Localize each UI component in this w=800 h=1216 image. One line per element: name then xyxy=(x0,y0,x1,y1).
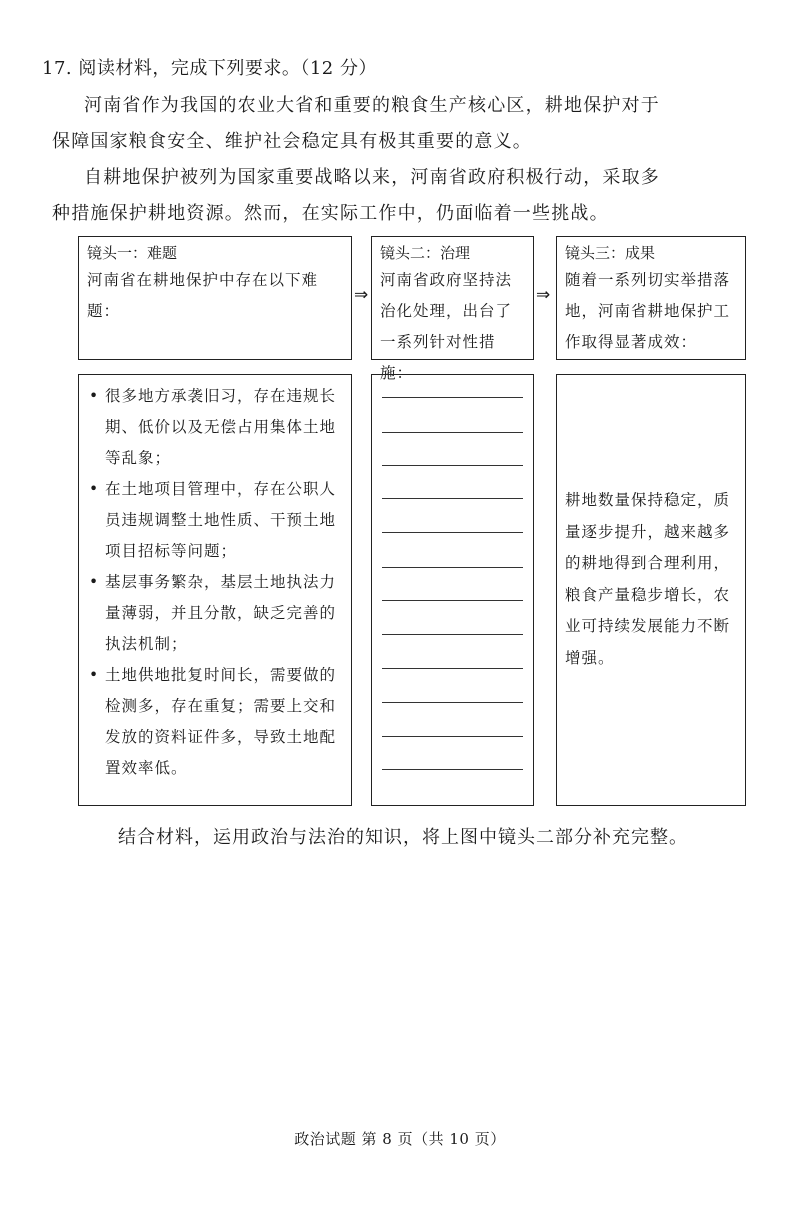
arrow-1-icon: ⇒ xyxy=(354,285,369,305)
problem-list xyxy=(79,375,351,784)
lens3-result-text: 耕地数量保持稳定，质量逐步提升，越来越多的耕地得到合理利用，粮食产量稳步增长，农业可持续发展能力不断增强。 xyxy=(565,491,731,667)
problem-item-text: 土地供地批复时间长，需要做的检测多，存在重复；需要上交和发放的资料证件多，导致土地配置效率低。 xyxy=(105,666,337,777)
material-paragraph-1 xyxy=(52,88,764,160)
arrow-2-icon: ⇒ xyxy=(536,285,551,305)
lens2-intro: 河南省政府坚持法治化处理，出台了一系列针对性措施： xyxy=(380,271,513,382)
answer-blank-line[interactable] xyxy=(382,397,523,398)
answer-blank-line[interactable] xyxy=(382,465,523,466)
answer-blank-line[interactable] xyxy=(382,702,523,703)
paragraph-2-line-2: 种措施保护耕地资源。然而，在实际工作中，仍面临着一些挑战。 xyxy=(52,203,609,224)
problem-item xyxy=(89,381,343,474)
answer-blank-line[interactable] xyxy=(382,567,523,568)
task-instruction: 结合材料，运用政治与法治的知识，将上图中镜头二部分补充完整。 xyxy=(118,827,688,848)
answer-blank-line[interactable] xyxy=(382,769,523,770)
paragraph-2-line-1: 自耕地保护被列为国家重要战略以来，河南省政府积极行动，采取多 xyxy=(84,167,660,188)
answer-blank-line[interactable] xyxy=(382,532,523,533)
answer-blank-line[interactable] xyxy=(382,668,523,669)
bullet-icon: • xyxy=(89,573,100,591)
lens3-header-box xyxy=(556,236,746,360)
problem-item xyxy=(89,567,343,660)
problem-item-text: 基层事务繁杂，基层土地执法力量薄弱，并且分散，缺乏完善的执法机制； xyxy=(105,573,337,653)
lens2-answer-box[interactable] xyxy=(371,374,534,806)
material-paragraph-2 xyxy=(52,160,764,232)
problem-item xyxy=(89,474,343,567)
lens1-problems-box xyxy=(78,374,352,806)
problem-item-text: 很多地方承袭旧习，存在违规长期、低价以及无偿占用集体土地等乱象； xyxy=(105,387,337,467)
answer-blank-line[interactable] xyxy=(382,634,523,635)
answer-blank-line[interactable] xyxy=(382,600,523,601)
problem-item-text: 在土地项目管理中，存在公职人员违规调整土地性质、干预土地项目招标等问题； xyxy=(105,480,337,560)
lens3-intro: 随着一系列切实举措落地，河南省耕地保护工作取得显著成效： xyxy=(565,271,731,351)
lens2-heading: 镜头二：治理 xyxy=(380,244,471,262)
lens3-result-box xyxy=(556,374,746,806)
page-footer: 政治试题 第 8 页（共 10 页） xyxy=(294,1130,506,1148)
bullet-icon: • xyxy=(89,480,100,498)
bullet-icon: • xyxy=(89,387,100,405)
paragraph-1-line-2: 保障国家粮食安全、维护社会稳定具有极其重要的意义。 xyxy=(52,131,532,152)
answer-blank-line[interactable] xyxy=(382,736,523,737)
answer-blank-line[interactable] xyxy=(382,432,523,433)
question-title: 17. 阅读材料，完成下列要求。（12 分） xyxy=(42,58,377,79)
paragraph-1-line-1: 河南省作为我国的农业大省和重要的粮食生产核心区，耕地保护对于 xyxy=(84,95,660,116)
lens1-header-box xyxy=(78,236,352,360)
lens3-heading: 镜头三：成果 xyxy=(565,244,656,262)
problem-item xyxy=(89,660,343,784)
bullet-icon: • xyxy=(89,666,100,684)
lens1-heading: 镜头一：难题 xyxy=(87,244,178,262)
lens2-header-box xyxy=(371,236,534,382)
answer-blank-line[interactable] xyxy=(382,498,523,499)
lens1-intro: 河南省在耕地保护中存在以下难题： xyxy=(87,271,319,320)
